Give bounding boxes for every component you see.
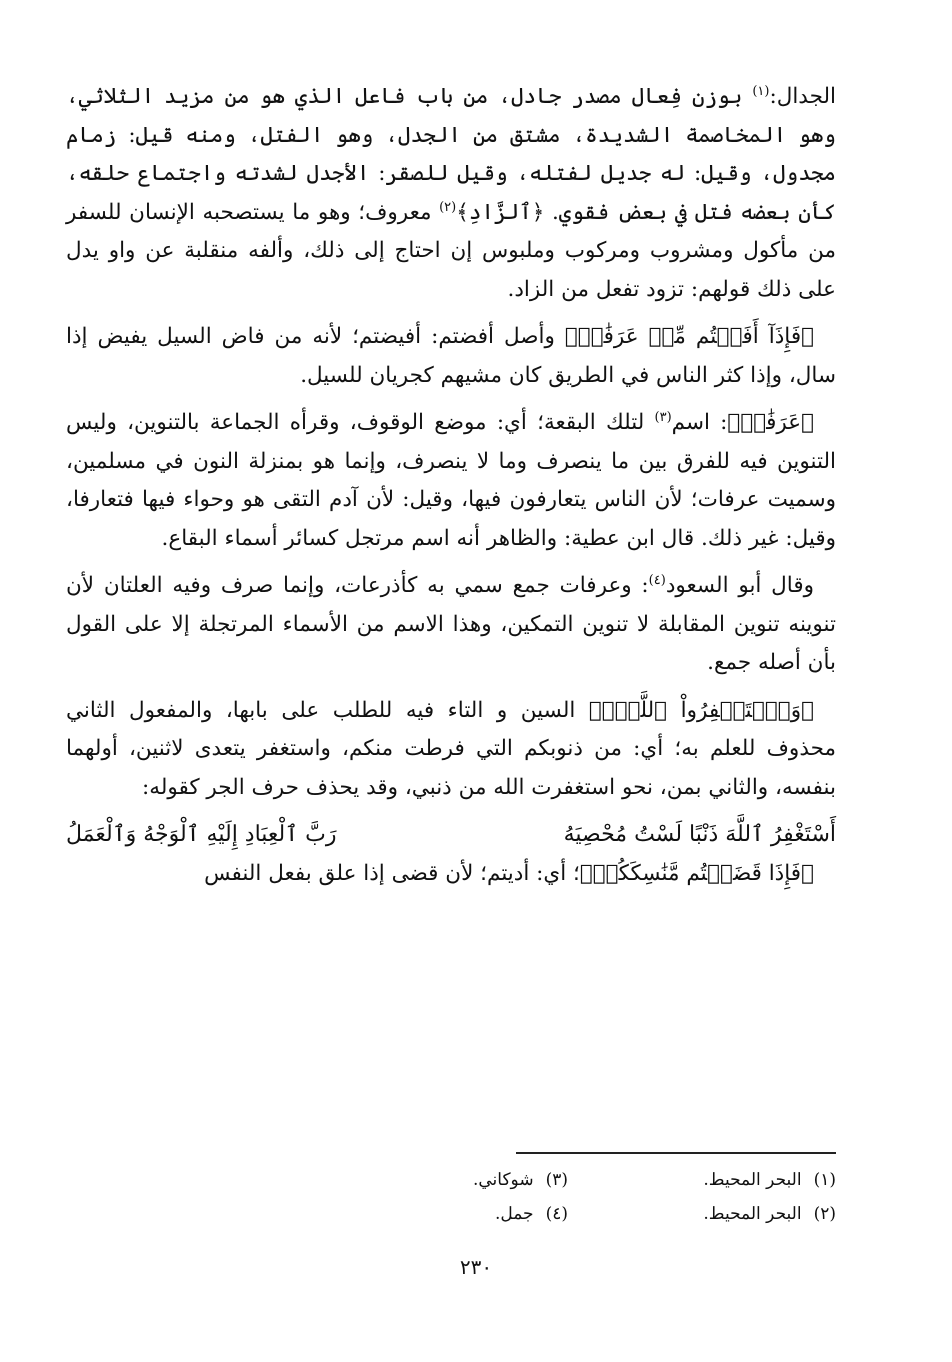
footnote-ref-2: (٢) xyxy=(439,199,457,215)
footnotes xyxy=(300,1165,836,1229)
footnote-text: البحر المحيط. xyxy=(703,1170,802,1190)
footnote-ref-3: (٣) xyxy=(654,409,672,425)
footnote-number: (١) xyxy=(813,1170,836,1190)
paragraph-qadaytum: ﴿فَإِذَا قَضَيۡتُم مَّنَٰسِكَكُمۡ﴾؛ أي: أديتم؛ لأن قضى إذا علق بفعل النفس xyxy=(204,860,814,886)
footnote-1 xyxy=(568,1165,836,1195)
footnote-4 xyxy=(300,1199,568,1229)
footnote-number: (٢) xyxy=(813,1204,836,1224)
footnote-number: (٣) xyxy=(545,1170,568,1190)
verse-first-hemistich: أَسْتَغْفِرُ ٱللَّهَ ذَنْبًا لَسْتُ مُحْصِيَهُ xyxy=(563,822,836,847)
paragraph-text: لتلك البقعة؛ أي: موضع الوقوف، وقرأه الجماعة بالتنوين، وليس التنوين فيه للفرق بين ما ينصرف وما لا ينصرف، وإنما هو بمنزلة النون في مسلمين، وسميت عرفات؛ لأن الناس يتعارفون فيها، وقيل: لأن آدم التقى هو وحواء فيها فتعارفا، وقيل: غير ذلك. قال ابن عطية: والظاهر أنه اسم مرتجل كسائر أسماء البقاع. xyxy=(66,410,836,551)
paragraph-abu-saud xyxy=(66,567,836,683)
term-jidal: الجدال: xyxy=(769,84,836,109)
poetry-verse xyxy=(66,816,836,855)
footnote-number: (٤) xyxy=(545,1204,568,1224)
footnote-ref-1: (١) xyxy=(752,83,770,99)
paragraph-text: وقال أبو السعود xyxy=(665,573,814,598)
footnote-text: جمل. xyxy=(494,1204,534,1224)
term-arafat: ﴿عَرَفَٰتٖ﴾: اسم xyxy=(671,410,815,435)
footnote-text: البحر المحيط. xyxy=(703,1204,802,1224)
paragraph-text: معروف؛ وهو ما يستصحبه الإنسان للسفر من مأكول ومشروب ومركوب وملبوس إن احتاج إلى ذلك، وألفه منقلبة عن واو يدل على ذلك قولهم: تزود تفعل من الزاد. xyxy=(66,199,836,302)
paragraph-text: بوزن فِعال مصدر جادل، من باب فاعل الذي هو من مزيد الثلاثي، وهو المخاصمة الشديدة، مشتق من الجدل، وهو الفتل، ومنه قيل: زمام مجدول، وقيل: له جديل لفتله، وقيل للصقر: الأجدل لشدته واجتماع حلقه، كأن بعضه فتل في بعض فقوي. ﴿ٱلزَّادِ﴾ xyxy=(66,84,836,225)
paragraph-jidal xyxy=(66,78,836,309)
page-number: ٢٣٠ xyxy=(459,1255,493,1279)
paragraph-afadtum: ﴿فَإِذَآ أَفَضۡتُم مِّنۡ عَرَفَٰتٖ﴾ وأصل أفضتم: أفيضتم؛ لأنه من فاض السيل يفيض إذا سال، وإذا كثر الناس في الطريق كان مشيهم كجريان للسيل. xyxy=(66,324,836,388)
footnote-text: شوكاني. xyxy=(472,1170,534,1190)
footnote-3 xyxy=(300,1165,568,1195)
page-body xyxy=(66,78,836,902)
paragraph-istighfar: ﴿وَٱسۡتَغۡفِرُواْ ٱللَّهَۚ﴾ السين و التاء فيه للطلب على بابها، والمفعول الثاني محذوف للعلم به؛ أي: من ذنوبكم التي فرطت منكم، واستغفر يتعدى لاثنين، أولهما بنفسه، والثاني بمن، نحو استغفرت الله من ذنبي، وقد يحذف حرف الجر كقوله: xyxy=(66,697,836,800)
footnote-2 xyxy=(568,1199,836,1229)
paragraph-arafat xyxy=(66,404,836,558)
verse-second-hemistich: رَبَّ ٱلْعِبَادِ إِلَيْهِ ٱلْوَجْهُ وَٱلْعَمَلُ xyxy=(66,822,337,847)
footnote-divider xyxy=(516,1152,836,1154)
footnote-ref-4: (٤) xyxy=(648,572,666,588)
paragraph-text: : وعرفات جمع سمي به كأذرعات، وإنما صرف وفيه العلتان لأن تنوينه تنوين المقابلة لا تنوين التمكين، وهذا الاسم من الأسماء المرتجلة إلا على القول بأن أصله جمع. xyxy=(66,573,836,675)
